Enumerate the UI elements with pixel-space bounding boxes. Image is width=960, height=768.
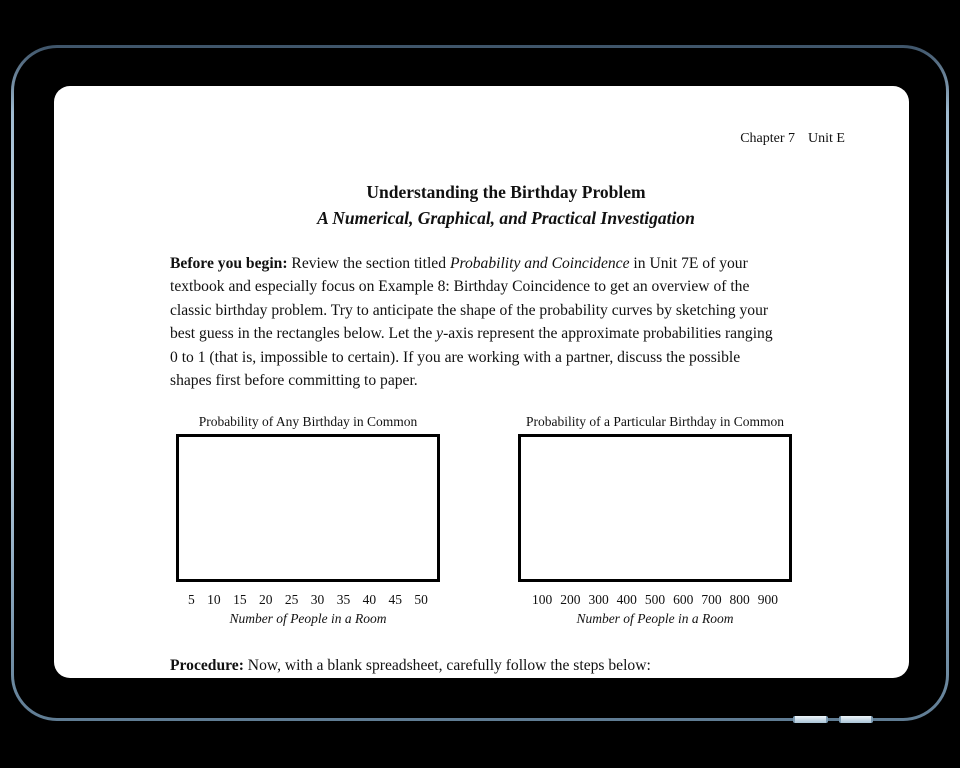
x-axis-label: Number of People in a Room: [229, 611, 387, 626]
tick-label: 45: [388, 592, 402, 607]
x-axis-label: Number of People in a Room: [576, 611, 734, 626]
tablet-screen[interactable]: [54, 86, 909, 678]
paragraph-line: [170, 299, 842, 322]
text-segment: classic birthday problem. Try to anticipate the shape of the probability curves by sketching your: [170, 301, 769, 319]
page-subtitle: A Numerical, Graphical, and Practical Investigation: [317, 208, 695, 228]
intro-paragraph: [170, 252, 842, 392]
tick-label: 20: [258, 592, 273, 607]
tick-label: 15: [233, 592, 247, 607]
tick-label: 400: [616, 592, 637, 607]
document-page: [170, 86, 842, 678]
tick-label: 10: [207, 592, 221, 607]
text-segment: Review the section titled: [287, 255, 450, 272]
tick-label: 40: [362, 592, 377, 607]
tick-label: 30: [310, 592, 325, 607]
text-segment: Procedure:: [170, 657, 244, 674]
paragraph-line: [170, 322, 842, 345]
paragraph-line: [170, 346, 842, 369]
tick-label: 50: [414, 592, 428, 607]
text-segment: -axis represent the approximate probabilities ranging: [443, 325, 773, 343]
text-segment: Probability and Coincidence: [449, 255, 630, 272]
chapter-label: Chapter 7: [740, 131, 796, 146]
tick-label: 900: [757, 592, 778, 607]
tick-label: 300: [588, 592, 609, 607]
text-segment: Now, with a blank spreadsheet, carefully follow the steps below:: [243, 657, 651, 674]
x-axis-ticks: [176, 592, 440, 607]
tick-label: 35: [336, 592, 351, 607]
tick-label: 500: [644, 592, 666, 607]
page-title: Understanding the Birthday Problem: [366, 182, 646, 202]
bottom-connector-right: [839, 716, 873, 723]
tick-label: 600: [673, 592, 694, 607]
text-segment: in Unit 7E of your: [629, 255, 748, 272]
paragraph-line: [170, 275, 842, 298]
sketch-box[interactable]: [176, 434, 440, 582]
tablet-frame: [11, 45, 949, 721]
x-axis-ticks: [518, 592, 792, 607]
tick-label: 5: [188, 592, 195, 607]
text-segment: 0 to 1 (that is, impossible to certain). If you are working with a partner, discuss the possible: [170, 348, 741, 366]
text-segment: best guess in the rectangles below. Let the: [170, 325, 437, 343]
procedure-line: [170, 656, 651, 675]
tick-label: 25: [284, 592, 299, 607]
sketch-chart-particular-birthday: [518, 414, 792, 629]
tick-label: 700: [701, 592, 722, 607]
tick-label: 800: [729, 592, 750, 607]
tick-label: 100: [532, 592, 553, 607]
chart-title: Probability of a Particular Birthday in Common: [526, 414, 784, 429]
side-indicator-dot: [928, 378, 932, 387]
unit-label: Unit E: [808, 131, 845, 146]
text-segment: textbook and especially focus on Example 8: Birthday Coincidence to get an overview of the: [170, 278, 750, 296]
sketch-chart-any-birthday: [176, 414, 440, 629]
tick-label: 200: [560, 592, 581, 607]
chart-title: Probability of Any Birthday in Common: [198, 414, 418, 429]
text-segment: y: [436, 325, 444, 343]
text-segment: Before you begin:: [170, 255, 288, 272]
paragraph-line: [170, 252, 842, 275]
paragraph-line: [170, 369, 842, 392]
sketch-box[interactable]: [518, 434, 792, 582]
text-segment: shapes first before committing to paper.: [170, 372, 418, 390]
bottom-connector-left: [793, 716, 828, 723]
